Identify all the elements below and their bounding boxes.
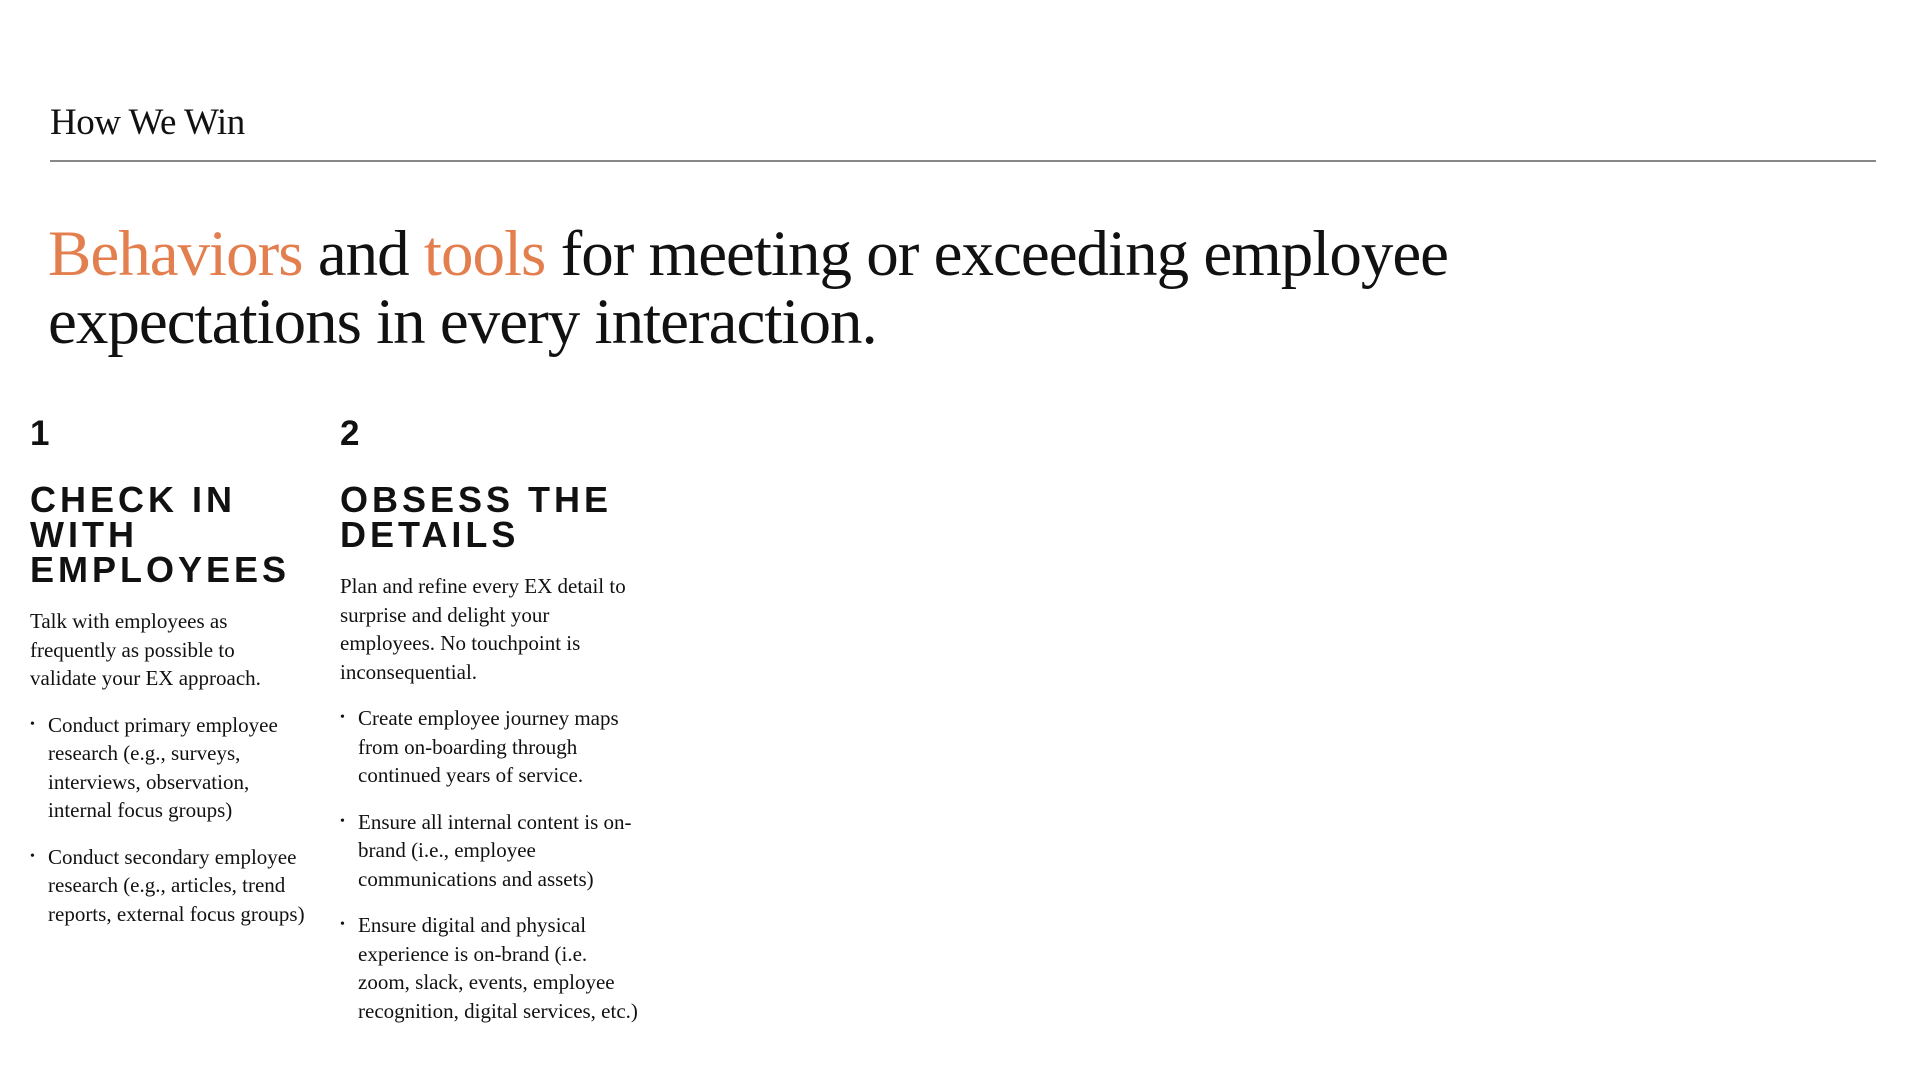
header-divider [50,160,1876,162]
bullet-text: Conduct primary employee research (e.g., surveys, interviews, observation, internal focus groups) [48,712,278,822]
bullet-item [340,808,640,894]
bullet-list [340,704,640,1025]
column-title: CHECK IN WITH EMPLOYEES [30,479,291,590]
column-description: Talk with employees as frequently as possible to validate your EX approach. [30,609,261,690]
section-label: How We Win [50,102,245,143]
bullet-icon: • [340,710,345,725]
bullet-item [30,711,310,825]
bullet-icon: • [340,917,345,932]
bullet-icon: • [30,848,35,864]
headline-accent-tools: tools [423,218,546,290]
column-check-in [30,414,330,946]
bullet-icon: • [30,716,35,732]
column-number: 2 [340,414,360,453]
column-title: OBSESS THE DETAILS [340,479,613,555]
bullet-text: Ensure digital and physical experience is on-brand (i.e. zoom, slack, events, employee recognition, digital services, etc.) [358,913,638,1023]
bullet-text: Create employee journey maps from on-boarding through continued years of service. [358,706,619,787]
bullet-icon: • [340,813,345,829]
bullet-text: Ensure all internal content is on-brand (i.e., employee communications and assets) [358,809,632,891]
headline-text-rest: for meeting or exceeding employee expectations in every interaction. [48,218,1449,358]
headline-accent-behaviors: Behaviors [48,218,303,290]
bullet-item [340,704,640,790]
page-headline [48,220,1648,356]
bullet-item [30,843,310,929]
column-obsess-details [340,414,640,1043]
bullet-text: Conduct secondary employee research (e.g., articles, trend reports, external focus groups) [48,844,305,926]
column-description: Plan and refine every EX detail to surprise and delight your employees. No touchpoint is inconsequential. [340,574,626,684]
bullet-item [340,911,640,1025]
headline-text-and: and [302,218,424,290]
column-number: 1 [30,414,50,453]
bullet-list [30,711,330,929]
